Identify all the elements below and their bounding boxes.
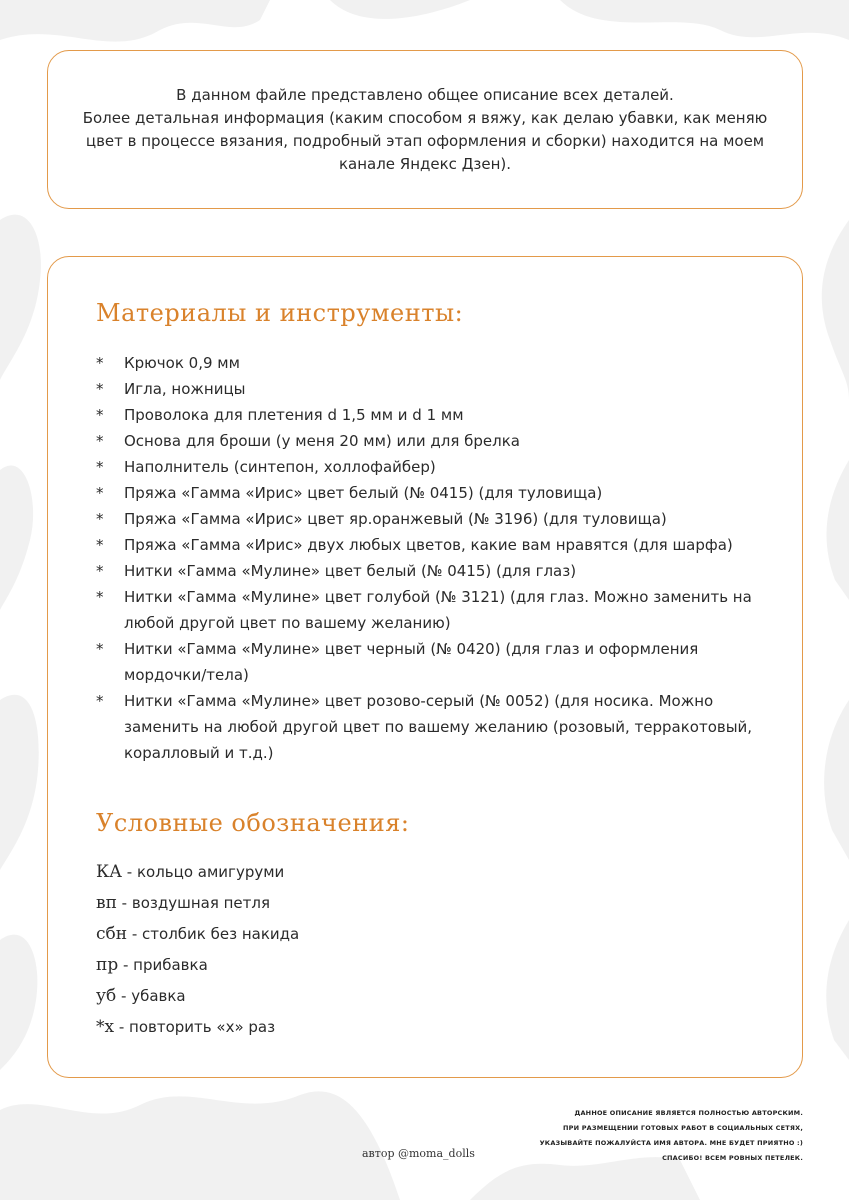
copyright-line: ДАННОЕ ОПИСАНИЕ ЯВЛЯЕТСЯ ПОЛНОСТЬЮ АВТОРСКИМ.: [574, 1109, 803, 1117]
material-item: * Пряжа «Гамма «Ирис» цвет яр.оранжевый (№ 3196) (для туловища): [96, 506, 776, 532]
legend-abbr: вп: [96, 893, 117, 913]
materials-title: Материалы и инструменты:: [96, 299, 464, 327]
copyright-line: ПРИ РАЗМЕЩЕНИИ ГОТОВЫХ РАБОТ В СОЦИАЛЬНЫХ СЕТЯХ,: [563, 1124, 803, 1132]
material-item: * Нитки «Гамма «Мулине» цвет розово-серый (№ 0052) (для носика. Можно заменить на любой другой цвет по вашему желанию (розовый, терракотовый, коралловый и т.д.): [96, 688, 776, 766]
material-item: * Пряжа «Гамма «Ирис» цвет белый (№ 0415) (для туловища): [96, 480, 776, 506]
asterisk-bullet-icon: *: [96, 588, 104, 606]
asterisk-bullet-icon: *: [96, 536, 104, 554]
intro-text: [48, 84, 802, 176]
asterisk-bullet-icon: *: [96, 562, 104, 580]
legend-desc: - убавка: [116, 987, 186, 1005]
asterisk-bullet-icon: *: [96, 406, 104, 424]
material-item: * Игла, ножницы: [96, 376, 776, 402]
legend-abbr: сбн: [96, 924, 128, 944]
legend-item: [96, 857, 299, 888]
intro-line: канале Яндекс Дзен).: [338, 155, 512, 173]
asterisk-bullet-icon: *: [96, 380, 104, 398]
legend-item: [96, 888, 299, 919]
legend-abbr: КА: [96, 862, 123, 882]
asterisk-bullet-icon: *: [96, 458, 104, 476]
asterisk-bullet-icon: *: [96, 692, 104, 710]
asterisk-bullet-icon: *: [96, 432, 104, 450]
material-item: * Крючок 0,9 мм: [96, 350, 776, 376]
intro-line: цвет в процессе вязания, подробный этап оформления и сборки) находится на моем: [85, 132, 765, 150]
legend-desc: - прибавка: [118, 956, 208, 974]
copyright-line: СПАСИБО! ВСЕМ РОВНЫХ ПЕТЕЛЕК.: [662, 1154, 803, 1162]
legend-abbr: уб: [96, 986, 117, 1006]
materials-list: [96, 350, 776, 766]
legend-item: [96, 1012, 299, 1043]
asterisk-bullet-icon: *: [96, 484, 104, 502]
legend-abbr: *х: [96, 1017, 115, 1037]
material-item: * Проволока для плетения d 1,5 мм и d 1 мм: [96, 402, 776, 428]
copyright-notice: [540, 1106, 803, 1166]
asterisk-bullet-icon: *: [96, 354, 104, 372]
legend-title: Условные обозначения:: [96, 809, 410, 837]
legend-desc: - повторить «х» раз: [114, 1018, 276, 1036]
legend-abbr: пр: [96, 955, 119, 975]
legend-item: [96, 919, 299, 950]
materials-legend-box: [47, 256, 803, 1078]
material-item: * Нитки «Гамма «Мулине» цвет черный (№ 0420) (для глаз и оформления мордочки/тела): [96, 636, 776, 688]
material-item: * Наполнитель (синтепон, холлофайбер): [96, 454, 776, 480]
author-credit: автор @moma_dolls: [362, 1147, 475, 1160]
material-item: * Пряжа «Гамма «Ирис» двух любых цветов, какие вам нравятся (для шарфа): [96, 532, 776, 558]
material-item: * Нитки «Гамма «Мулине» цвет голубой (№ 3121) (для глаз. Можно заменить на любой другой цвет по вашему желанию): [96, 584, 776, 636]
asterisk-bullet-icon: *: [96, 640, 104, 658]
material-item: * Нитки «Гамма «Мулине» цвет белый (№ 0415) (для глаз): [96, 558, 776, 584]
legend-desc: - столбик без накида: [127, 925, 300, 943]
material-item: * Основа для броши (у меня 20 мм) или для брелка: [96, 428, 776, 454]
intro-line: В данном файле представлено общее описание всех деталей.: [176, 86, 674, 104]
legend-desc: - кольцо амигуруми: [122, 863, 285, 881]
intro-line: Более детальная информация (каким способом я вяжу, как делаю убавки, как меняю: [82, 109, 768, 127]
asterisk-bullet-icon: *: [96, 510, 104, 528]
legend-item: [96, 981, 299, 1012]
copyright-line: УКАЗЫВАЙТЕ ПОЖАЛУЙСТА ИМЯ АВТОРА. МНЕ БУДЕТ ПРИЯТНО :): [539, 1139, 803, 1147]
legend-list: [96, 857, 299, 1043]
legend-item: [96, 950, 299, 981]
intro-box: [47, 50, 803, 209]
legend-desc: - воздушная петля: [116, 894, 270, 912]
